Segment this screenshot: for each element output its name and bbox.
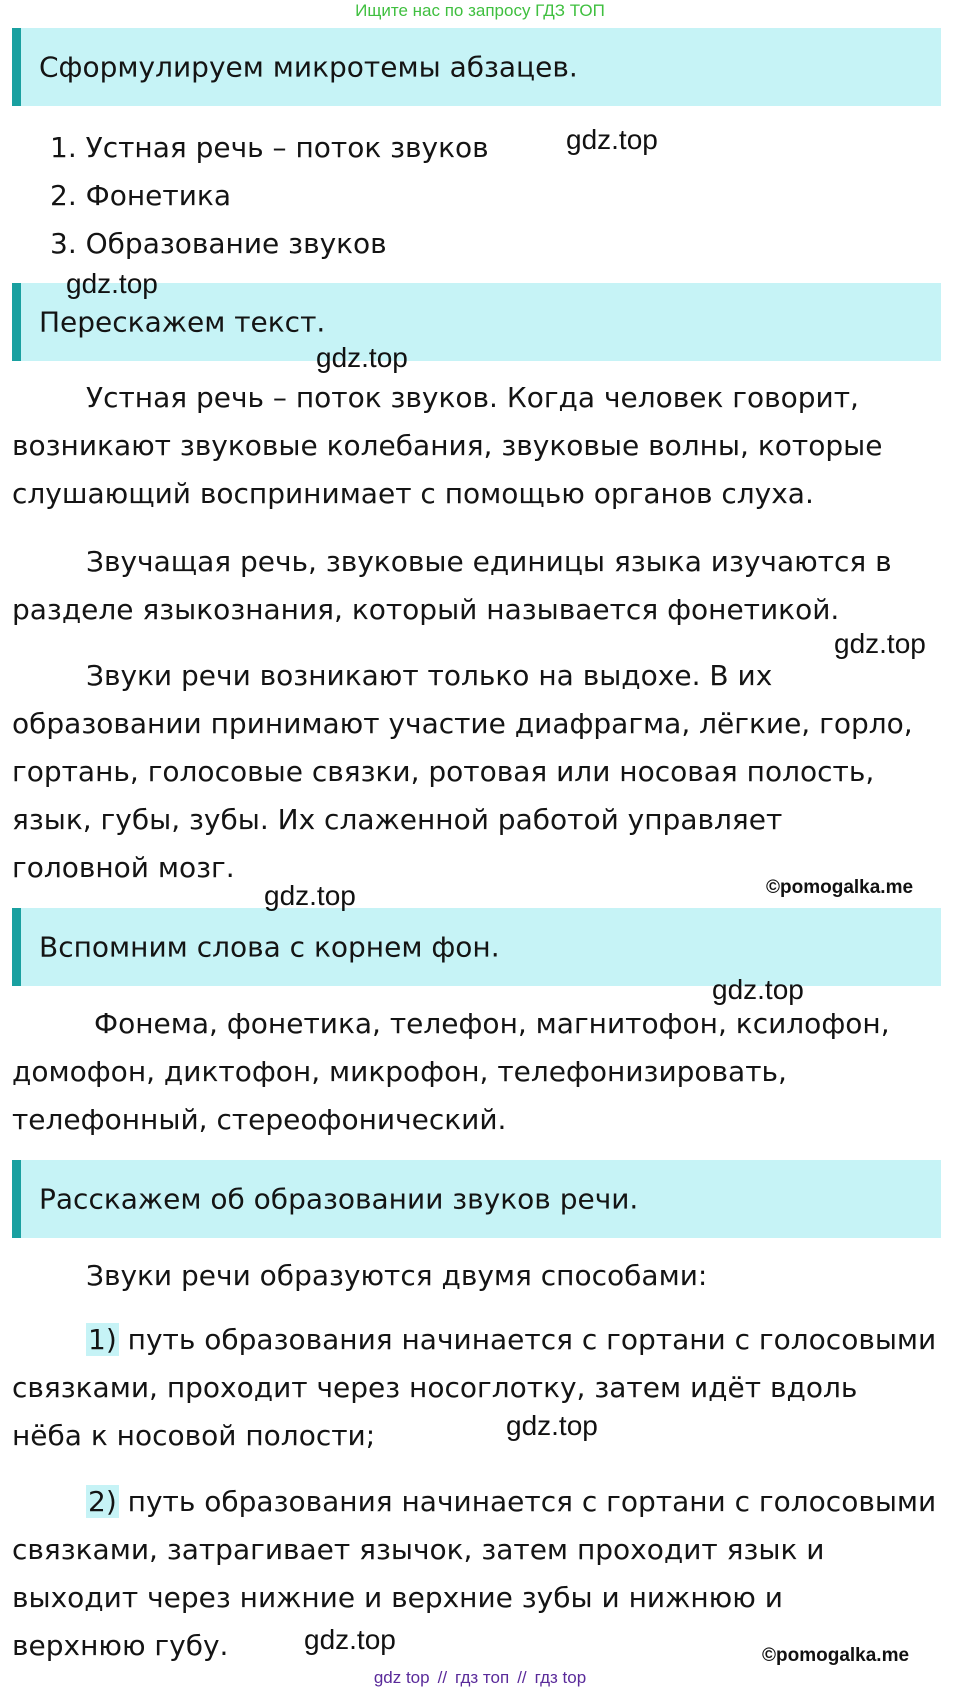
item-number: 2)	[88, 1485, 117, 1518]
watermark-gdz: gdz.top	[566, 124, 658, 155]
section-header-sound-formation	[12, 1160, 941, 1238]
item-number: 1)	[88, 1323, 117, 1356]
text-line: телефонный, стереофонический.	[12, 1103, 507, 1136]
watermark-gdz: gdz.top	[316, 342, 408, 373]
list-item: 3. Образование звуков	[50, 227, 387, 260]
text-line: связками, затрагивает язычок, затем проходит язык и	[12, 1533, 825, 1566]
text-line: головной мозг.	[12, 851, 235, 884]
watermark-gdz: gdz.top	[264, 880, 356, 911]
text-line: Фонема, фонетика, телефон, магнитофон, ксилофон,	[94, 1007, 890, 1040]
text-line: 1) путь образования начинается с гортани с голосовыми	[88, 1323, 937, 1356]
watermark-gdz: gdz.top	[66, 268, 158, 299]
text-line: выходит через нижние и верхние зубы и нижнюю и	[12, 1581, 783, 1614]
list-item: 1. Устная речь – поток звуков	[50, 131, 489, 164]
watermark-gdz: gdz.top	[506, 1410, 598, 1441]
text-line: возникают звуковые колебания, звуковые волны, которые	[12, 429, 883, 462]
text-line: гортань, голосовые связки, ротовая или носовая полость,	[12, 755, 875, 788]
watermark-gdz: gdz.top	[304, 1624, 396, 1655]
text-line: язык, губы, зубы. Их слаженной работой управляет	[12, 803, 783, 836]
text-line: Звучащая речь, звуковые единицы языка изучаются в	[86, 545, 892, 578]
section-title: Вспомним слова с корнем фон.	[39, 930, 500, 964]
footer-separator: //	[517, 1668, 527, 1687]
copyright-watermark: ©pomogalka.me	[766, 877, 914, 898]
copyright-watermark: ©pomogalka.me	[762, 1645, 910, 1666]
text-line: образовании принимают участие диафрагма, лёгкие, горло,	[12, 707, 913, 740]
top-banner: Ищите нас по запросу ГДЗ ТОП	[355, 1, 605, 20]
text-line: 2) путь образования начинается с гортани с голосовыми	[88, 1485, 937, 1518]
text-line: Устная речь – поток звуков. Когда человек говорит,	[86, 381, 859, 414]
text-line: Звуки речи возникают только на выдохе. В их	[86, 659, 773, 692]
watermark-gdz: gdz.top	[712, 974, 804, 1005]
formation-intro: Звуки речи образуются двумя способами:	[86, 1259, 708, 1292]
footer-separator: //	[437, 1668, 448, 1687]
footer-link[interactable]: gdz top	[373, 1668, 430, 1687]
text-line: слушающий воспринимает с помощью органов слуха.	[12, 477, 814, 510]
section-title: Расскажем об образовании звуков речи.	[39, 1182, 639, 1216]
text-line: верхнюю губу.	[12, 1629, 229, 1662]
footer-links	[0, 1668, 960, 1688]
watermark-gdz: gdz.top	[834, 628, 926, 659]
footer-link[interactable]: гдз top	[534, 1668, 587, 1687]
text-line: домофон, диктофон, микрофон, телефонизировать,	[12, 1055, 787, 1088]
text-line: нёба к носовой полости;	[12, 1419, 376, 1452]
list-item: 2. Фонетика	[50, 179, 231, 212]
text-line: связками, проходит через носоглотку, затем идёт вдоль	[12, 1371, 858, 1404]
footer-link[interactable]: гдз топ	[455, 1668, 510, 1687]
section-title: Сформулируем микротемы абзацев.	[39, 50, 578, 84]
text-line: разделе языкознания, который называется фонетикой.	[12, 593, 840, 626]
section-header-microthemes	[12, 28, 941, 106]
section-title: Перескажем текст.	[39, 305, 326, 339]
